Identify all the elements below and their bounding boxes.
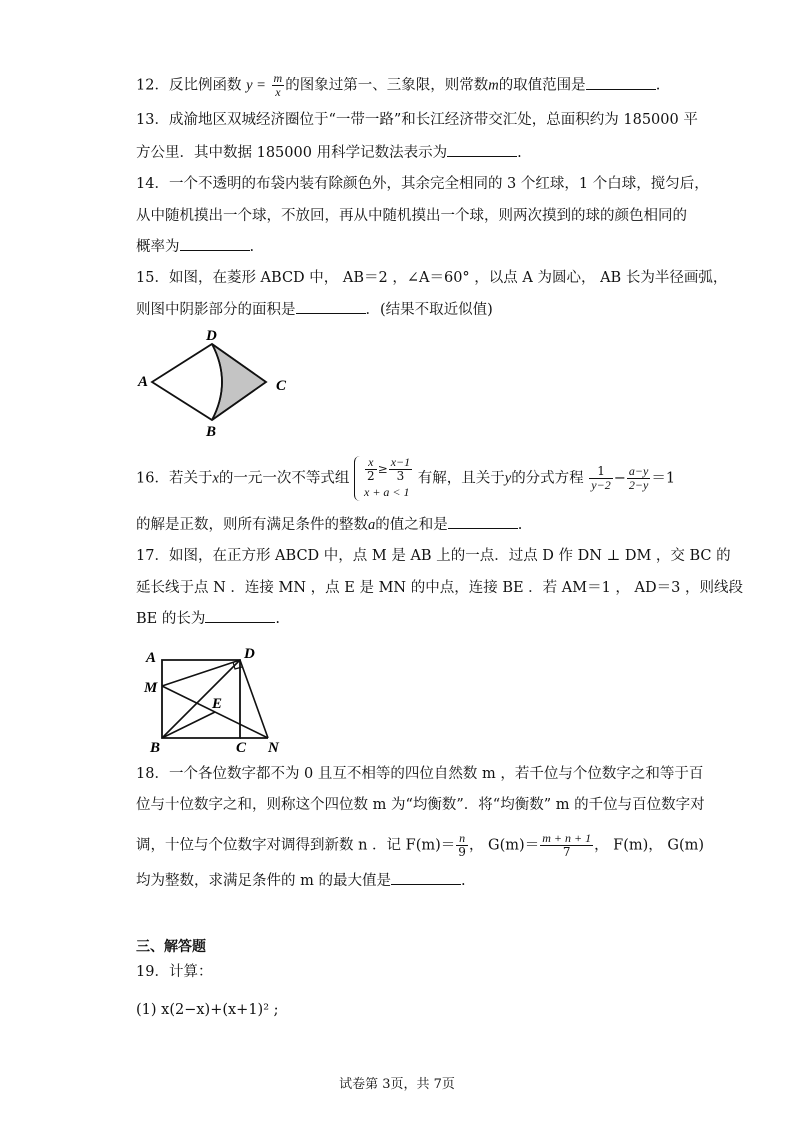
frac-num: x−1	[390, 455, 411, 469]
q18-text-a: 调，十位与个位数字对调得到新数 n ．记 F(m)＝	[136, 837, 456, 854]
q16-eq-frac-l	[589, 465, 612, 492]
q16-text-f: 的值之和是	[375, 517, 448, 533]
inequality-system	[354, 456, 413, 501]
question-19-part1: (1) x(2−x)+(x+1)² ;	[136, 1002, 279, 1018]
question-19-title: 19．计算：	[136, 964, 213, 980]
answer-blank[interactable]	[296, 299, 366, 314]
q16-minus: −	[613, 470, 626, 487]
q14-end: .	[249, 239, 255, 255]
segment-DM	[162, 660, 240, 686]
system-row-2: x + a < 1	[364, 485, 410, 499]
q17-text: BE 的长为	[136, 611, 206, 627]
q15-text: 则图中阴影部分的面积是	[136, 302, 296, 318]
frac-num: n	[456, 832, 468, 846]
q12-fraction	[272, 72, 285, 99]
question-14-line1: 14．一个不透明的布袋内装有除颜色外，其余完全相同的 3 个红球，1 个白球，搅匀后，	[136, 176, 709, 192]
question-14-line2: 从中随机摸出一个球，不放回，再从中随机摸出一个球，则两次摸到的球的颜色相同的	[136, 208, 687, 224]
q14-text: 概率为	[136, 239, 180, 255]
q16-op: ≥	[377, 462, 388, 476]
question-12	[136, 72, 660, 99]
segment-BE	[162, 712, 215, 738]
label-N: N	[268, 740, 279, 754]
label-C: C	[276, 378, 287, 394]
q17-end: .	[275, 611, 280, 627]
answer-blank[interactable]	[391, 870, 461, 885]
answer-blank[interactable]	[180, 236, 250, 251]
q12-end: .	[655, 77, 661, 94]
q13-end: .	[517, 145, 522, 161]
q16-frac-l	[365, 456, 377, 483]
label-A: A	[146, 650, 157, 666]
label-A: A	[138, 374, 149, 390]
q12-text-b: 的图象过第一、三象限，则常数	[285, 77, 489, 94]
question-16-line1	[136, 456, 675, 501]
q18-text-b: ， G(m)＝	[468, 837, 540, 854]
system-brace	[354, 456, 363, 501]
question-18-line2: 位与十位数字之和，则称这个四位数 m 为“均衡数”．将“均衡数” m 的千位与百位数字对	[136, 797, 705, 813]
q18-text-c: ， F(m)， G(m)	[594, 837, 705, 854]
question-13-line1: 13．成渝地区双城经济圈位于“一带一路”和长江经济带交汇处，总面积约为 185000 平	[136, 112, 698, 128]
q13-text: 方公里．其中数据 185000 用科学记数法表示为	[136, 145, 448, 161]
page-footer: 试卷第 3页，共 7页	[339, 1077, 455, 1092]
q16-eq-frac-r	[627, 465, 650, 492]
q16-rhs: ＝1	[651, 470, 676, 487]
q16-text-d: 的分式方程	[511, 470, 584, 487]
q16-text-c: 有解，且关于	[417, 470, 505, 487]
question-18-line1: 18．一个各位数字都不为 0 且互不相等的四位自然数 m ，若千位与个位数字之和等于百	[136, 766, 704, 782]
rhombus-figure	[130, 328, 300, 440]
shaded-region	[212, 344, 266, 420]
q12-number: 12．	[136, 77, 169, 94]
q16-y: y	[504, 470, 512, 487]
label-C: C	[236, 740, 247, 754]
q12-frac-num: m	[273, 71, 283, 85]
frac-den: 7	[562, 845, 571, 859]
q16-x: x	[212, 470, 219, 487]
q16-text-a: 16．若关于	[136, 470, 213, 487]
question-18-line3	[136, 832, 704, 859]
frac-num: 1	[589, 465, 612, 479]
q16-text-b: 的一元一次不等式组	[218, 470, 350, 487]
label-D: D	[244, 646, 255, 662]
q12-text-c: 的取值范围是	[498, 77, 586, 94]
label-B: B	[206, 424, 217, 440]
q16-end: .	[517, 517, 523, 533]
label-D: D	[206, 328, 217, 344]
frac-den: 2	[367, 469, 375, 483]
question-17-line3	[136, 608, 280, 629]
answer-blank[interactable]	[447, 142, 517, 157]
q12-frac-den: x	[275, 85, 281, 99]
question-18-line4	[136, 870, 466, 891]
question-14-line3	[136, 236, 254, 257]
q15-text-end: ．(结果不取近似值)	[365, 302, 493, 318]
question-16-line2	[136, 514, 522, 535]
q12-text-a: 反比例函数	[168, 77, 242, 94]
frac-num: m + n + 1	[542, 831, 592, 845]
q12-var: m	[488, 77, 499, 94]
answer-blank[interactable]	[586, 75, 656, 90]
frac-den: y−2	[591, 478, 611, 492]
label-M: M	[144, 680, 158, 696]
question-13-line2	[136, 142, 522, 163]
answer-blank[interactable]	[205, 608, 275, 623]
q18-text-d: 均为整数，求满足条件的 m 的最大值是	[136, 873, 391, 889]
q12-function: y =	[246, 77, 266, 94]
frac-den: 3	[396, 469, 405, 483]
section-title: 三、解答题	[136, 939, 206, 955]
square-figure	[140, 642, 290, 754]
q18-frac-F	[456, 832, 468, 859]
label-E: E	[212, 696, 223, 712]
question-15-line2	[136, 299, 493, 320]
system-row-1	[364, 456, 413, 483]
question-17-line1: 17．如图，在正方形 ABCD 中，点 M 是 AB 上的一点．过点 D 作 DN ⊥ DM ，交 BC 的	[136, 548, 731, 564]
label-B: B	[150, 740, 161, 754]
frac-den: 2−y	[628, 478, 649, 492]
q16-a: a	[368, 517, 376, 533]
q16-text-e: 的解是正数，则所有满足条件的整数	[136, 517, 368, 533]
question-15-line1: 15．如图，在菱形 ABCD 中， AB＝2 ，∠A＝60° ，以点 A 为圆心， AB 长为半径画弧，	[136, 270, 728, 286]
question-17-line2: 延长线于点 N ．连接 MN ，点 E 是 MN 的中点，连接 BE ．若 AM＝1 ， AD＝3 ，则线段	[136, 580, 743, 596]
frac-den: 9	[458, 845, 466, 859]
q18-frac-G	[540, 832, 593, 859]
frac-num: a−y	[628, 464, 649, 478]
answer-blank[interactable]	[448, 514, 518, 529]
q16-frac-r	[389, 456, 412, 483]
q18-end: .	[460, 873, 466, 889]
frac-num: x	[365, 456, 377, 470]
segment-BD	[162, 660, 240, 738]
